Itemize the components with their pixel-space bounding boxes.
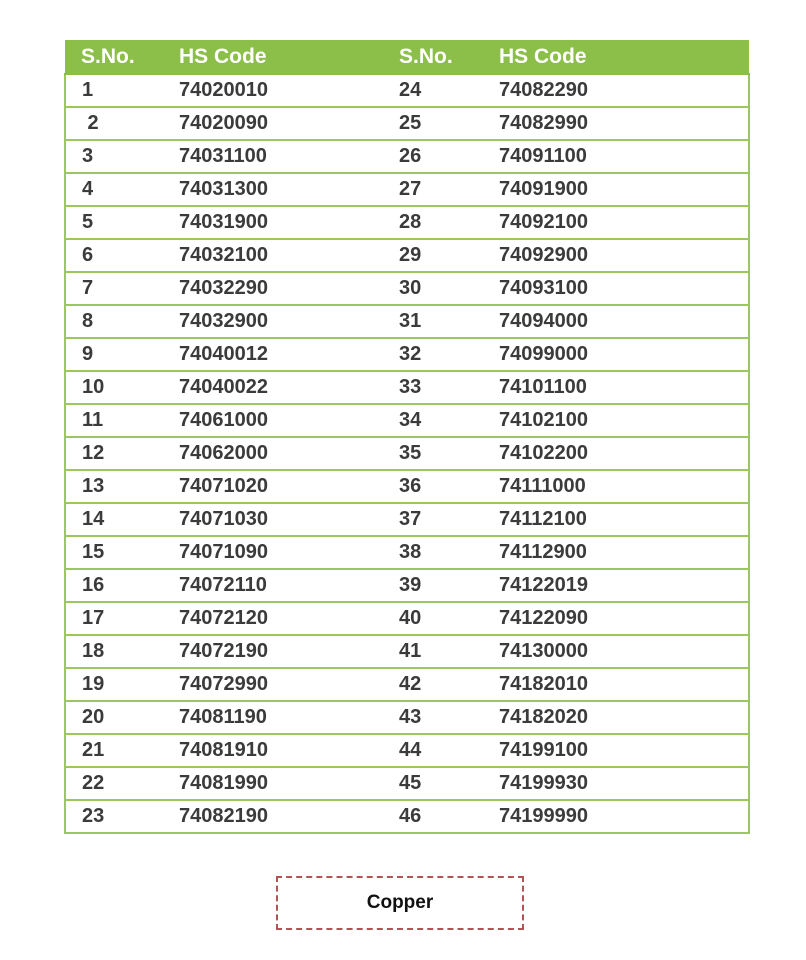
serial-number-cell: 30 — [383, 272, 483, 305]
serial-number-cell: 11 — [65, 404, 163, 437]
table-row — [65, 404, 749, 437]
caption-label: Copper — [366, 892, 434, 913]
hs-code-cell: 74112100 — [483, 503, 749, 536]
serial-number-cell: 3 — [65, 140, 163, 173]
serial-number-cell: 40 — [383, 602, 483, 635]
hs-code-cell: 74102200 — [483, 437, 749, 470]
serial-number-cell: 7 — [65, 272, 163, 305]
header-row — [65, 40, 749, 74]
hs-code-cell: 74071090 — [163, 536, 383, 569]
serial-number-cell: 23 — [65, 800, 163, 833]
serial-number-cell: 20 — [65, 701, 163, 734]
header-hs-code: HS Code — [483, 40, 749, 74]
hs-code-cell: 74031900 — [163, 206, 383, 239]
table-row — [65, 470, 749, 503]
serial-number-cell: 13 — [65, 470, 163, 503]
hs-code-cell: 74061000 — [163, 404, 383, 437]
serial-number-cell: 22 — [65, 767, 163, 800]
hs-code-cell: 74091900 — [483, 173, 749, 206]
hs-code-cell: 74031100 — [163, 140, 383, 173]
serial-number-cell: 8 — [65, 305, 163, 338]
serial-number-cell: 4 — [65, 173, 163, 206]
table-row — [65, 140, 749, 173]
hs-code-cell: 74062000 — [163, 437, 383, 470]
hs-code-cell: 74020010 — [163, 74, 383, 107]
table-row — [65, 536, 749, 569]
serial-number-cell: 27 — [383, 173, 483, 206]
hs-code-cell: 74199930 — [483, 767, 749, 800]
header-hs-code: HS Code — [163, 40, 383, 74]
table-row — [65, 701, 749, 734]
hs-code-cell: 74130000 — [483, 635, 749, 668]
hs-code-cell: 74040022 — [163, 371, 383, 404]
hs-code-cell: 74072190 — [163, 635, 383, 668]
header-serial-number: S.No. — [65, 40, 163, 74]
hs-code-cell: 74032290 — [163, 272, 383, 305]
hs-code-cell: 74101100 — [483, 371, 749, 404]
hs-code-cell: 74071030 — [163, 503, 383, 536]
serial-number-cell: 46 — [383, 800, 483, 833]
hs-code-table — [64, 40, 750, 834]
table-row — [65, 602, 749, 635]
hs-code-cell: 74072120 — [163, 602, 383, 635]
serial-number-cell: 38 — [383, 536, 483, 569]
table-row — [65, 338, 749, 371]
hs-code-cell: 74031300 — [163, 173, 383, 206]
serial-number-cell: 14 — [65, 503, 163, 536]
hs-code-cell: 74199990 — [483, 800, 749, 833]
table-row — [65, 74, 749, 107]
table-row — [65, 767, 749, 800]
serial-number-cell: 21 — [65, 734, 163, 767]
hs-code-cell: 74032900 — [163, 305, 383, 338]
serial-number-cell: 18 — [65, 635, 163, 668]
hs-code-cell: 74081990 — [163, 767, 383, 800]
hs-code-cell: 74112900 — [483, 536, 749, 569]
hs-code-cell: 74072990 — [163, 668, 383, 701]
serial-number-cell: 44 — [383, 734, 483, 767]
serial-number-cell: 41 — [383, 635, 483, 668]
hs-code-cell: 74081910 — [163, 734, 383, 767]
hs-code-cell: 74094000 — [483, 305, 749, 338]
hs-code-cell: 74092900 — [483, 239, 749, 272]
serial-number-cell: 36 — [383, 470, 483, 503]
serial-number-cell: 33 — [383, 371, 483, 404]
table-row — [65, 272, 749, 305]
hs-code-cell: 74093100 — [483, 272, 749, 305]
table-row — [65, 107, 749, 140]
serial-number-cell: 45 — [383, 767, 483, 800]
table-row — [65, 239, 749, 272]
hs-code-cell: 74020090 — [163, 107, 383, 140]
serial-number-cell: 32 — [383, 338, 483, 371]
hs-code-cell: 74082990 — [483, 107, 749, 140]
serial-number-cell: 29 — [383, 239, 483, 272]
table-body — [65, 74, 749, 833]
serial-number-cell: 16 — [65, 569, 163, 602]
hs-code-cell: 74082290 — [483, 74, 749, 107]
table-row — [65, 668, 749, 701]
serial-number-cell: 25 — [383, 107, 483, 140]
hs-code-cell: 74099000 — [483, 338, 749, 371]
hs-code-cell: 74072110 — [163, 569, 383, 602]
serial-number-cell: 28 — [383, 206, 483, 239]
serial-number-cell: 5 — [65, 206, 163, 239]
serial-number-cell: 37 — [383, 503, 483, 536]
serial-number-cell: 10 — [65, 371, 163, 404]
hs-code-cell: 74040012 — [163, 338, 383, 371]
table-row — [65, 635, 749, 668]
hs-code-cell: 74199100 — [483, 734, 749, 767]
table-row — [65, 173, 749, 206]
hs-code-cell: 74032100 — [163, 239, 383, 272]
table-row — [65, 503, 749, 536]
table-row — [65, 206, 749, 239]
serial-number-cell: 35 — [383, 437, 483, 470]
serial-number-cell: 2 — [65, 107, 163, 140]
hs-code-cell: 74182020 — [483, 701, 749, 734]
serial-number-cell: 12 — [65, 437, 163, 470]
table-row — [65, 800, 749, 833]
hs-code-cell: 74091100 — [483, 140, 749, 173]
serial-number-cell: 15 — [65, 536, 163, 569]
hs-code-cell: 74082190 — [163, 800, 383, 833]
table-row — [65, 734, 749, 767]
caption-box — [276, 876, 524, 930]
header-serial-number: S.No. — [383, 40, 483, 74]
serial-number-cell: 43 — [383, 701, 483, 734]
hs-code-cell: 74122019 — [483, 569, 749, 602]
table-row — [65, 305, 749, 338]
serial-number-cell: 26 — [383, 140, 483, 173]
table-row — [65, 437, 749, 470]
table-row — [65, 569, 749, 602]
hs-code-cell: 74111000 — [483, 470, 749, 503]
hs-code-cell: 74102100 — [483, 404, 749, 437]
table-row — [65, 371, 749, 404]
serial-number-cell: 6 — [65, 239, 163, 272]
serial-number-cell: 31 — [383, 305, 483, 338]
hs-code-cell: 74081190 — [163, 701, 383, 734]
hs-code-cell: 74092100 — [483, 206, 749, 239]
serial-number-cell: 39 — [383, 569, 483, 602]
serial-number-cell: 24 — [383, 74, 483, 107]
serial-number-cell: 9 — [65, 338, 163, 371]
serial-number-cell: 17 — [65, 602, 163, 635]
hs-code-cell: 74071020 — [163, 470, 383, 503]
serial-number-cell: 19 — [65, 668, 163, 701]
table-header — [65, 40, 749, 74]
hs-code-cell: 74182010 — [483, 668, 749, 701]
serial-number-cell: 42 — [383, 668, 483, 701]
serial-number-cell: 1 — [65, 74, 163, 107]
hs-code-cell: 74122090 — [483, 602, 749, 635]
serial-number-cell: 34 — [383, 404, 483, 437]
